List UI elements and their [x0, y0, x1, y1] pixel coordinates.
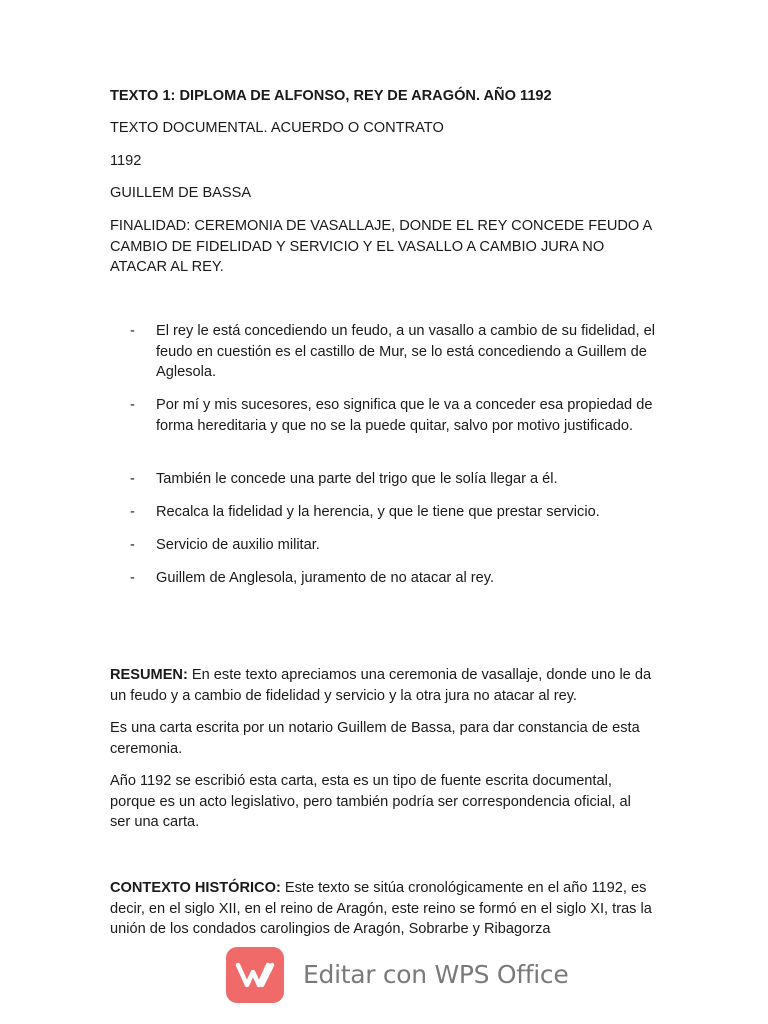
contexto-label: CONTEXTO HISTÓRICO: [110, 880, 281, 896]
contexto-paragraph [110, 878, 665, 940]
bullet-text: Por mí y mis sucesores, eso significa que le va a conceder esa propiedad de forma hereditaria y que no se la puede quitar, salvo por motivo justificado. [156, 397, 653, 434]
bullet-text: También le concede una parte del trigo que le solía llegar a él. [156, 471, 558, 487]
bullet-text: Servicio de auxilio militar. [156, 537, 320, 553]
bullet-text: El rey le está concediendo un feudo, a un vasallo a cambio de su fidelidad, el feudo en cuestión es el castillo de Mur, se lo está concediendo a Guillem de Aglesola. [156, 323, 655, 380]
bullet-text: Guillem de Anglesola, juramento de no atacar al rey. [156, 570, 495, 586]
bullet-marker: - [130, 504, 135, 520]
wps-banner-label[interactable]: Editar con WPS Office [303, 959, 569, 989]
bullet-marker: - [130, 537, 135, 553]
carta-paragraph: Es una carta escrita por un notario Guillem de Bassa, para dar constancia de esta ceremonia. [110, 720, 640, 757]
document-title: TEXTO 1: DIPLOMA DE ALFONSO, REY DE ARAGÓN. AÑO 1192 [110, 88, 552, 104]
contexto-text: Este texto se sitúa cronológicamente en el año 1192, es decir, en el siglo XII, en el reino de Aragón, este reino se formó en el siglo XI, tras la unión de los condados carolingios de Aragón, Sobrarbe y Ribagorza [110, 880, 652, 937]
bullet-marker: - [130, 323, 135, 339]
anio-paragraph: Año 1192 se escribió esta carta, esta es un tipo de fuente escrita documental, porque es un acto legislativo, pero también podría ser correspondencia oficial, al ser una carta. [110, 773, 631, 830]
bullet-marker: - [130, 570, 135, 586]
resumen-label: RESUMEN: [110, 667, 188, 683]
document-author-line: GUILLEM DE BASSA [110, 185, 252, 201]
bullet-marker: - [130, 397, 135, 413]
bullet-text: Recalca la fidelidad y la herencia, y que le tiene que prestar servicio. [156, 504, 600, 520]
resumen-text: En este texto apreciamos una ceremonia de vasallaje, donde uno le da un feudo y a cambio de fidelidad y servicio y la otra jura no atacar al rey. [110, 667, 652, 704]
bullet-marker: - [130, 471, 135, 487]
document-type-line: TEXTO DOCUMENTAL. ACUERDO O CONTRATO [110, 120, 444, 136]
edit-with-wps-banner[interactable] [226, 947, 568, 1003]
document-purpose-line: FINALIDAD: CEREMONIA DE VASALLAJE, DONDE EL REY CONCEDE FEUDO A CAMBIO DE FIDELIDAD Y SERVICIO Y EL VASALLO A CAMBIO JURA NO ATACAR AL REY. [110, 218, 652, 275]
wps-logo-icon [226, 947, 284, 1003]
wps-logo-glyph [235, 960, 275, 990]
resumen-paragraph [110, 665, 655, 706]
document-year-line: 1192 [110, 153, 142, 169]
